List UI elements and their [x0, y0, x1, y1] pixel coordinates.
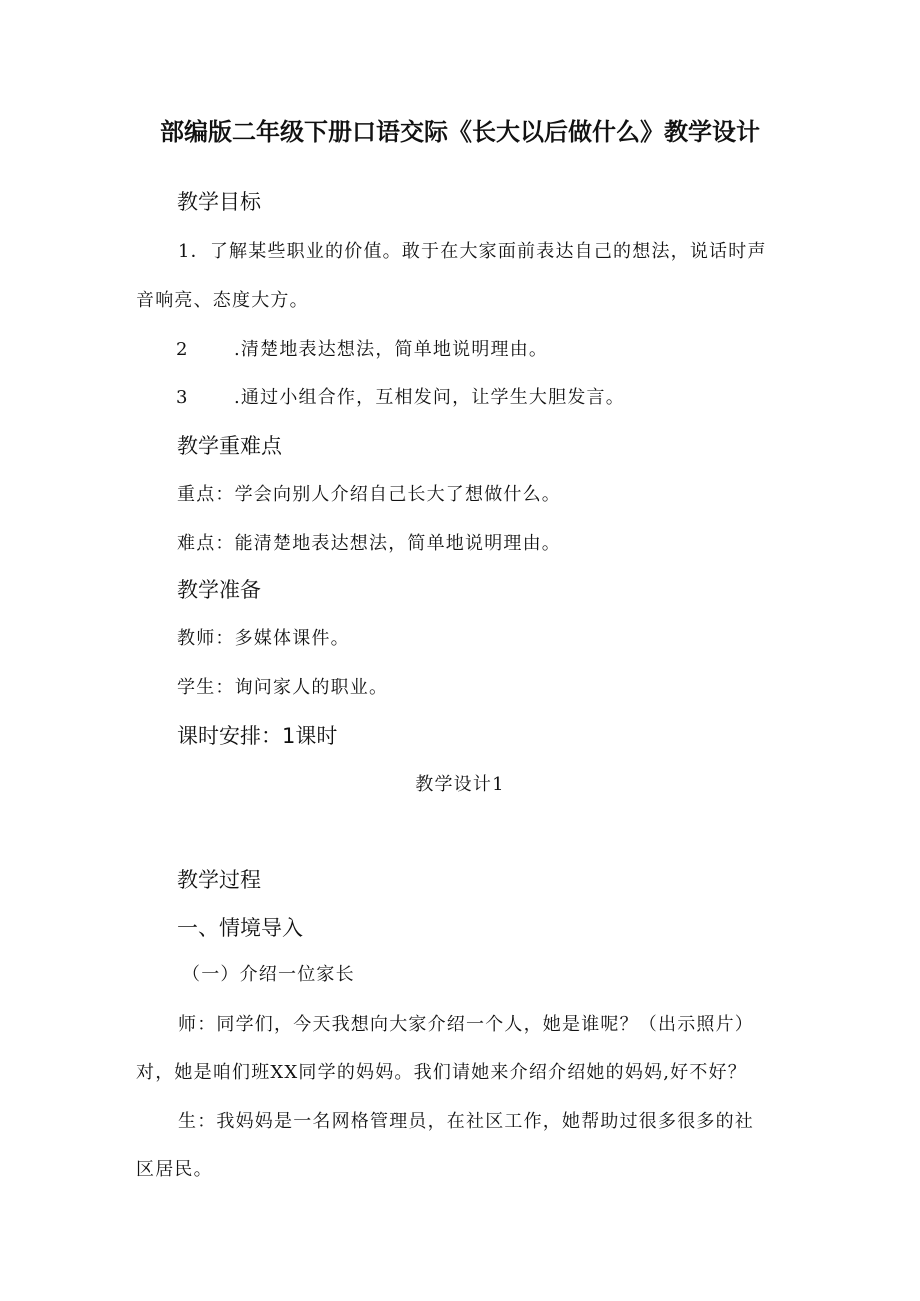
- objective-2-text: .清楚地表达想法，简单地说明理由。: [234, 339, 549, 360]
- paragraph-1-line-1: 师：同学们，今天我想向大家介绍一个人，她是谁呢？（出示照片）: [178, 1014, 754, 1035]
- objective-2-number: 2: [176, 339, 189, 360]
- document-title: 部编版二年级下册口语交际《长大以后做什么》教学设计: [160, 118, 760, 146]
- design-title: 教学设计1: [415, 774, 505, 795]
- objective-3: [176, 389, 625, 407]
- process-heading: 教学过程: [177, 868, 261, 892]
- objective-1-line-1: 1．了解某些职业的价值。敢于在大家面前表达自己的想法，说话时声: [178, 241, 767, 262]
- key-points-heading: 教学重难点: [177, 434, 282, 458]
- paragraph-1-line-2: 对，她是咱们班XX同学的妈妈。我们请她来介绍介绍她的妈妈,好不好？: [136, 1062, 747, 1083]
- objective-3-number: 3: [176, 387, 189, 408]
- subsection-1-heading: （一）介绍一位家长: [182, 964, 355, 985]
- teacher-preparation: 教师：多媒体课件。: [177, 628, 350, 649]
- paragraph-2-line-1: 生：我妈妈是一名网格管理员，在社区工作，她帮助过很多很多的社: [178, 1111, 754, 1132]
- objective-1-line-2: 音响亮、态度大方。: [136, 290, 309, 311]
- schedule: 课时安排：1课时: [177, 724, 338, 748]
- student-preparation: 学生：询问家人的职业。: [177, 677, 389, 698]
- objectives-heading: 教学目标: [177, 190, 261, 214]
- key-point: 重点：学会向别人介绍自己长大了想做什么。: [177, 484, 561, 505]
- preparation-heading: 教学准备: [177, 578, 261, 602]
- objective-2: [176, 341, 548, 359]
- objective-3-text: .通过小组合作，互相发问，让学生大胆发言。: [234, 387, 625, 408]
- paragraph-2-line-2: 区居民。: [136, 1159, 213, 1180]
- section-1-heading: 一、情境导入: [177, 916, 303, 940]
- difficulty-point: 难点：能清楚地表达想法，简单地说明理由。: [177, 533, 561, 554]
